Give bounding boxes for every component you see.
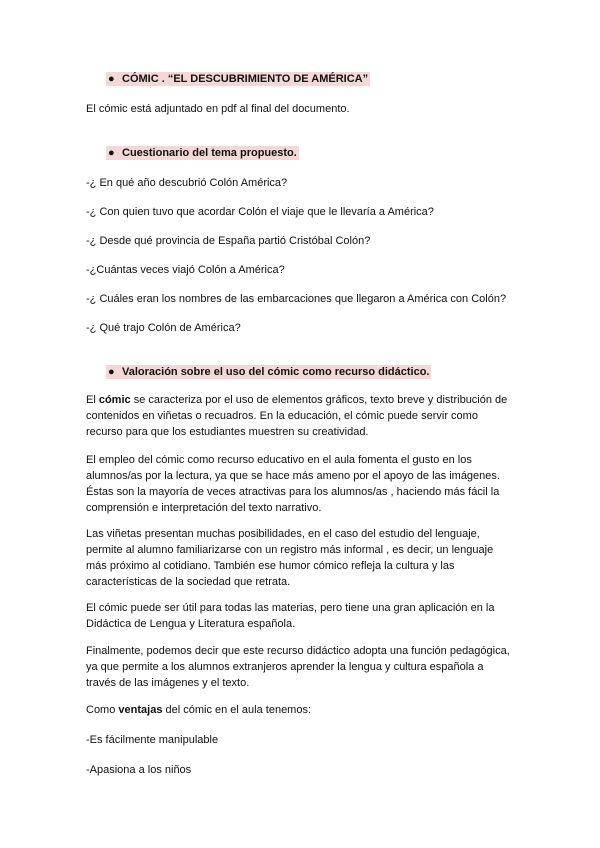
- question-item: -¿Cuántas veces viajó Colón a América?: [86, 264, 285, 276]
- advantage-item: -Es fácilmente manipulable: [86, 734, 219, 746]
- comic-heading: [106, 72, 370, 86]
- bullet-icon: ●: [108, 147, 115, 159]
- question-item: -¿ Desde qué provincia de España partió Cristóbal Colón?: [86, 235, 371, 247]
- paragraph-definition: [86, 392, 516, 440]
- questionnaire-heading-text: Cuestionario del tema propuesto.: [122, 147, 297, 159]
- paragraph-text: del cómic en el aula tenemos:: [162, 704, 312, 716]
- question-item: -¿ Cuáles eran los nombres de las embarcaciones que llegaron a América con Colón?: [86, 293, 507, 305]
- question-item: -¿ Qué trajo Colón de América?: [86, 322, 241, 334]
- paragraph-vignettes: Las viñetas presentan muchas posibilidades, en el caso del estudio del lenguaje, permite al alumno familiarizarse con un registro más informal , es decir, un lenguaje más próximo al cotidiano. También ese humor cómico refleja la cultura y las características de la sociedad que retrata.: [86, 528, 494, 588]
- paragraph-text: Como: [86, 704, 119, 716]
- question-item: -¿ En qué año descubrió Colón América?: [86, 177, 288, 189]
- question-item: -¿ Con quien tuvo que acordar Colón el viaje que le llevaría a América?: [86, 206, 434, 218]
- paragraph-text: se caracteriza por el uso de elementos gráficos, texto breve y distribución de contenidos en viñetas o recuadros. En la educación, el cómic puede servir como recurso para que los estudiantes muestren su creatividad.: [86, 394, 508, 438]
- paragraph-subjects: El cómic puede ser útil para todas las materias, pero tiene una gran aplicación en la Didáctica de Lengua y Literatura española.: [86, 602, 495, 630]
- questionnaire-heading: [106, 146, 299, 160]
- advantages-intro: [86, 703, 311, 717]
- paragraph-text: El: [86, 394, 99, 406]
- bold-term: ventajas: [118, 704, 163, 716]
- assessment-heading-text: Valoración sobre el uso del cómic como recurso didáctico.: [122, 366, 430, 378]
- bold-term: cómic: [98, 394, 131, 406]
- bullet-icon: ●: [108, 366, 115, 378]
- paragraph-conclusion: Finalmente, podemos decir que este recurso didáctico adopta una función pedagógica, ya que permite a los alumnos extranjeros aprender la lengua y cultura española a través de las imágenes y el texto.: [86, 645, 510, 689]
- assessment-heading: [106, 365, 431, 379]
- paragraph-education: El empleo del cómic como recurso educativo en el aula fomenta el gusto en los alumnos/as por la lectura, ya que se hace más ameno por el apoyo de las imágenes. Éstas son la mayoría de veces atractivas para los alumnos/as , haciendo más fácil la comprensión e interpretación del texto narrativo.: [86, 454, 500, 514]
- comic-heading-text: CÓMIC . “EL DESCUBRIMIENTO DE AMÉRICA”: [122, 73, 369, 85]
- bullet-icon: ●: [108, 73, 115, 85]
- comic-note: El cómic está adjuntado en pdf al final del documento.: [86, 103, 350, 115]
- advantage-item: -Apasiona a los niños: [86, 764, 192, 776]
